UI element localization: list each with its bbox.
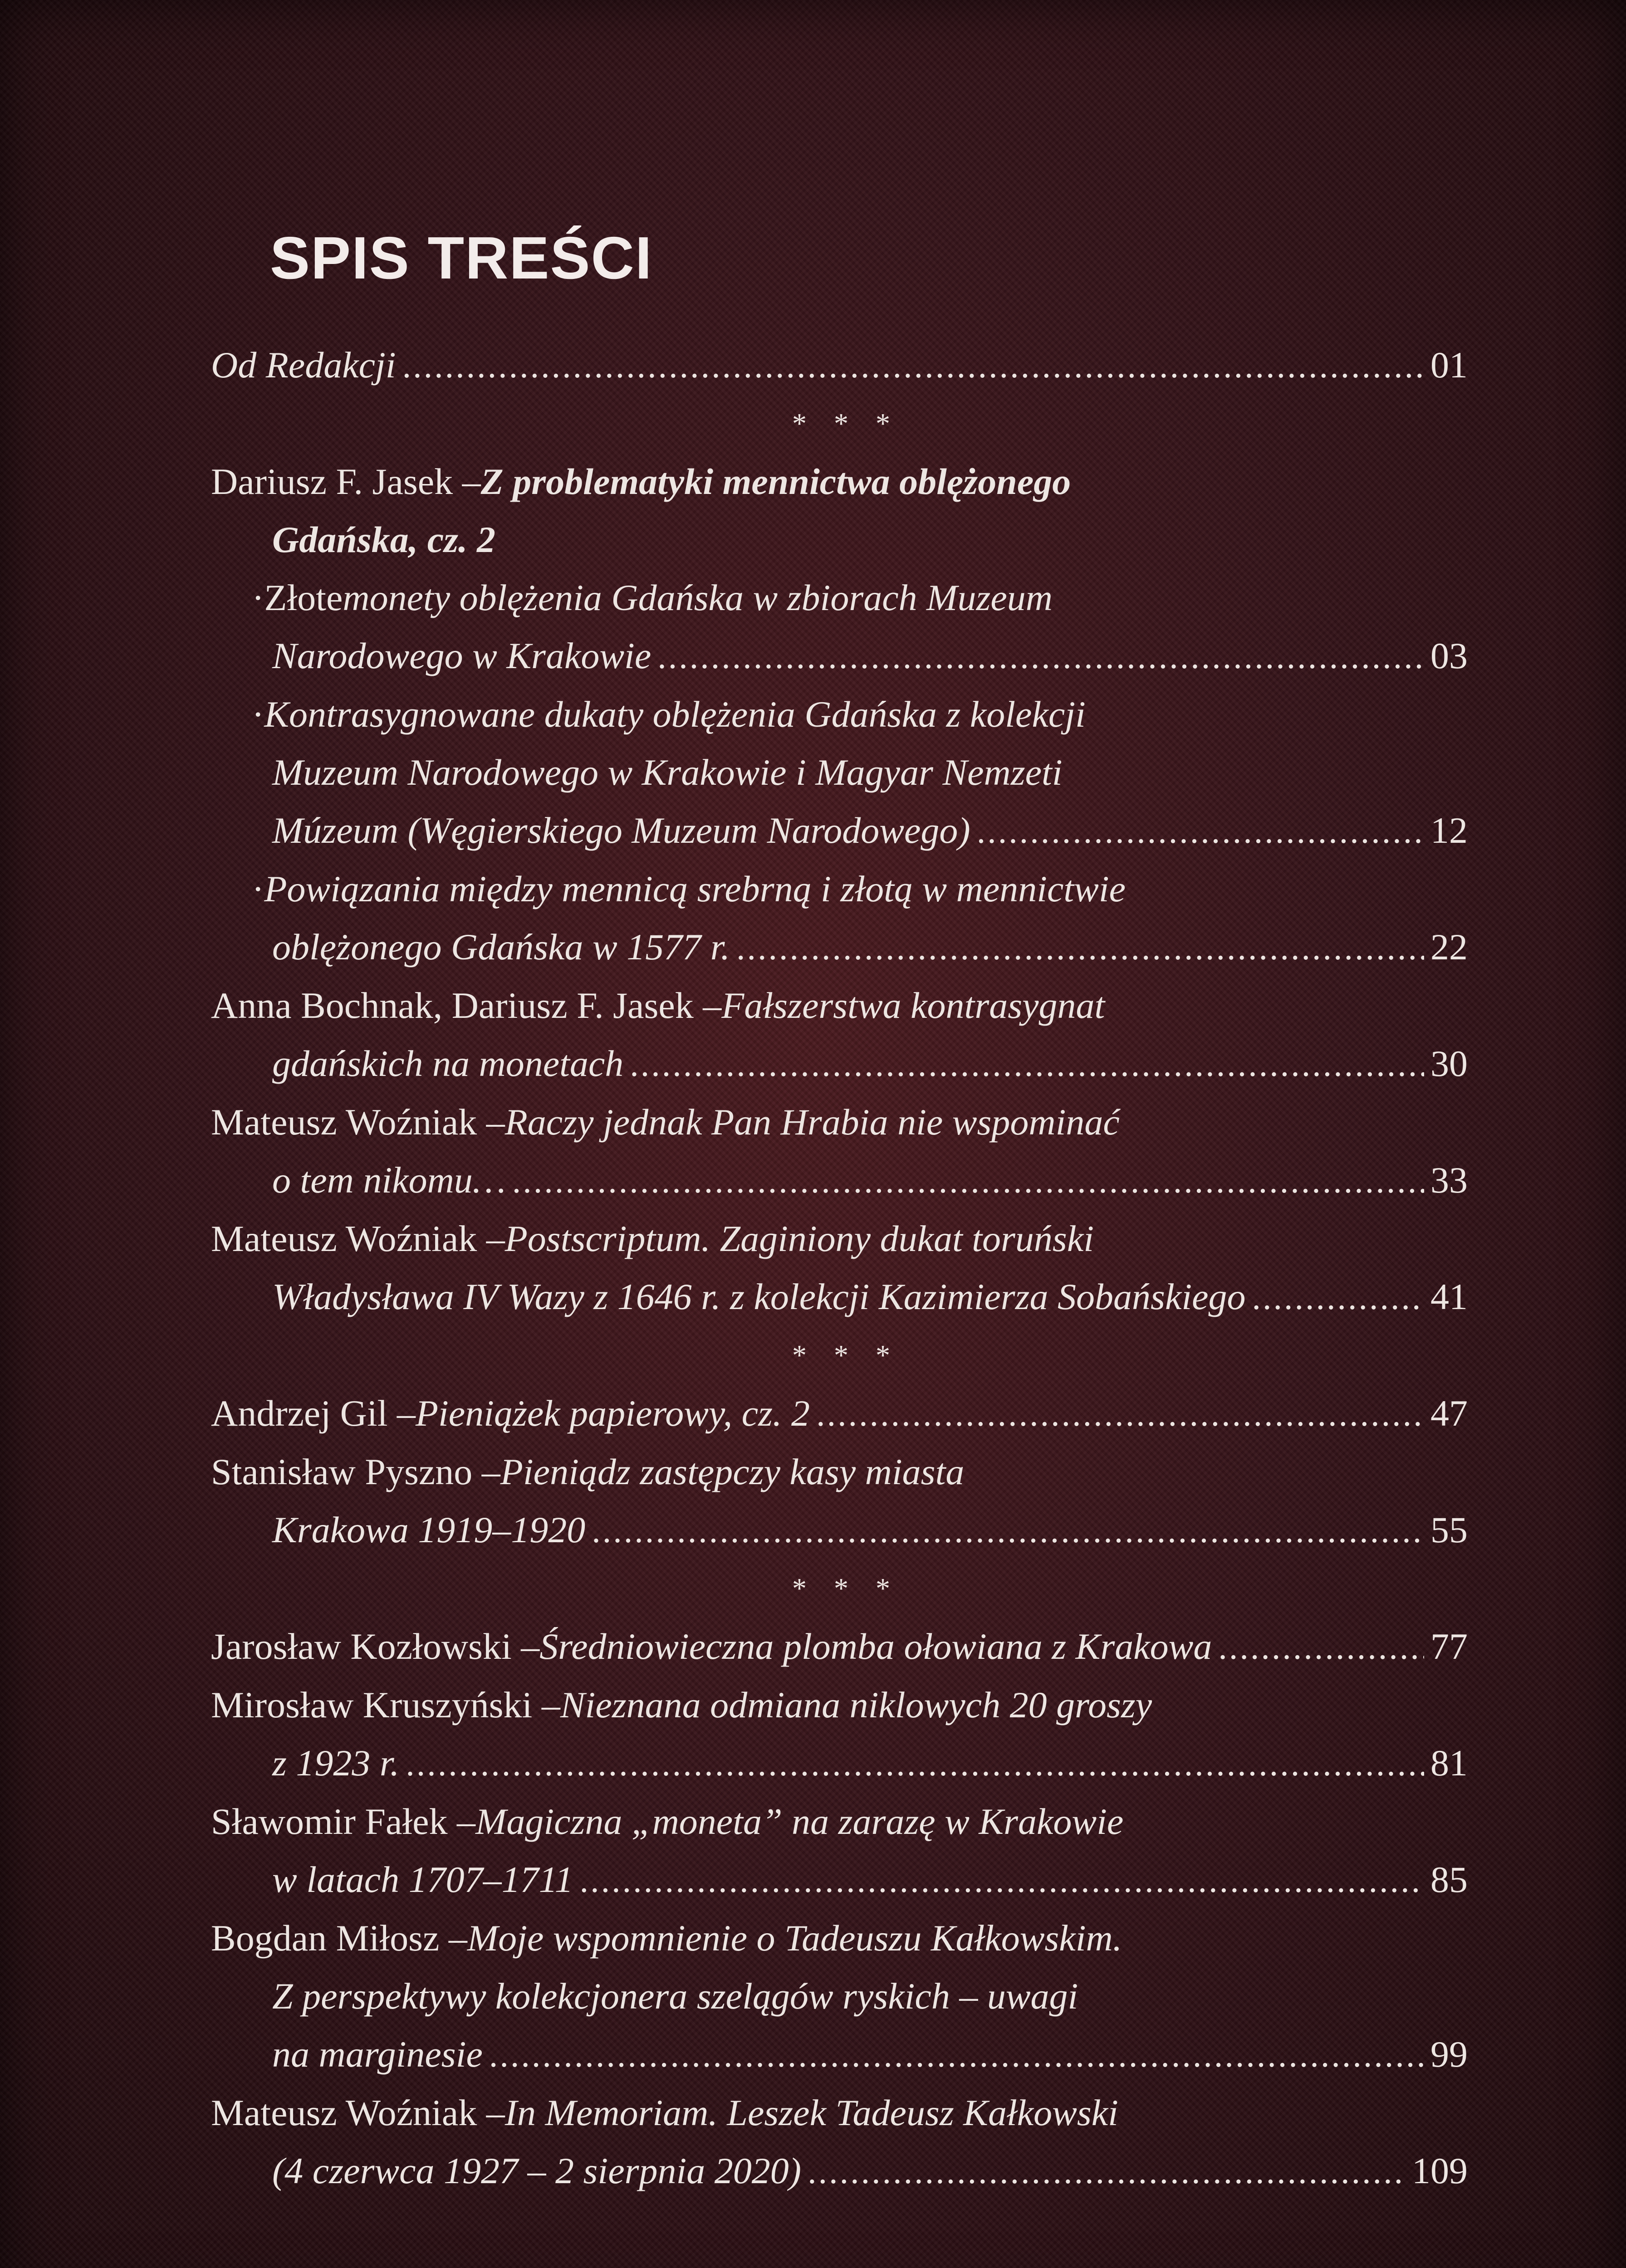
entry-author: Jarosław Kozłowski – xyxy=(211,1618,539,1676)
page-number: 41 xyxy=(1430,1268,1468,1326)
entry-author: Mateusz Woźniak – xyxy=(211,1210,505,1268)
section-separator: * * * xyxy=(225,1559,1468,1618)
entry-title: Postscriptum. Zaginiony dukat toruński xyxy=(505,1210,1094,1268)
subentry-title: Powiązania między mennicą srebrną i złotą w mennictwie xyxy=(264,860,1126,918)
subentry-title: monety oblężenia Gdańska w zbiorach Muzeum xyxy=(343,569,1053,627)
subentry-title-cont: Múzeum (Węgierskiego Muzeum Narodowego) xyxy=(272,802,970,860)
entry-title: Z problematyki mennictwa oblężonego xyxy=(481,453,1071,511)
entry-title: Nieznana odmiana niklowych 20 groszy xyxy=(560,1676,1152,1734)
entry-title-cont: (4 czerwca 1927 – 2 sierpnia 2020) xyxy=(272,2142,801,2200)
section-separator: * * * xyxy=(225,1326,1468,1384)
entry-author: Mateusz Woźniak – xyxy=(211,2084,505,2142)
page-number: 81 xyxy=(1430,1734,1468,1792)
subentry-title-cont: Narodowego w Krakowie xyxy=(272,627,651,685)
bullet: · xyxy=(252,569,264,627)
entry-author: Mirosław Kruszyński – xyxy=(211,1676,560,1734)
page-number: 30 xyxy=(1430,1035,1468,1093)
entry-title-cont: Gdańska, cz. 2 xyxy=(272,511,495,569)
page-number: 03 xyxy=(1430,627,1468,685)
page-number: 109 xyxy=(1412,2142,1468,2200)
bullet: · xyxy=(252,860,264,918)
page-title: SPIS TREŚCI xyxy=(270,229,1468,287)
subentry-title-cont: oblężonego Gdańska w 1577 r. xyxy=(272,918,730,976)
entry-title: Moje wspomnienie o Tadeuszu Kałkowskim. xyxy=(467,1909,1122,1967)
bullet: · xyxy=(252,685,264,743)
entry-author: Dariusz F. Jasek – xyxy=(211,453,481,511)
entry-title: Pieniążek papierowy, cz. 2 xyxy=(416,1384,810,1442)
page-number: 55 xyxy=(1430,1501,1468,1559)
entry-title-cont: w latach 1707–1711 xyxy=(272,1851,573,1909)
subentry-title: Kontrasygnowane dukaty oblężenia Gdańska z kolekcji xyxy=(264,685,1086,743)
entry-author: Andrzej Gil – xyxy=(211,1384,416,1442)
entry-title-cont: Władysława IV Wazy z 1646 r. z kolekcji Kazimierza Sobańskiego xyxy=(272,1268,1246,1326)
entry-author: Mateusz Woźniak – xyxy=(211,1093,505,1151)
subentry-title-cont: Muzeum Narodowego w Krakowie i Magyar Nemzeti xyxy=(272,743,1063,802)
entry-author: Anna Bochnak, Dariusz F. Jasek – xyxy=(211,977,721,1035)
entry-author: Stanisław Pyszno – xyxy=(211,1443,500,1501)
entry-title: Pieniądz zastępczy kasy miasta xyxy=(500,1443,965,1501)
entry-title-cont: Krakowa 1919–1920 xyxy=(272,1501,585,1559)
entry-title: Raczy jednak Pan Hrabia nie wspominać xyxy=(505,1093,1120,1151)
page-number: 77 xyxy=(1430,1618,1468,1676)
entry-title-cont: Z perspektywy kolekcjonera szelągów ryskich – uwagi xyxy=(272,1967,1078,2025)
entry-title: Od Redakcji xyxy=(211,336,396,394)
entry-title: Fałszerstwa kontrasygnat xyxy=(721,977,1105,1035)
entry-title-cont: gdańskich na monetach xyxy=(272,1035,623,1093)
page-number: 33 xyxy=(1430,1151,1468,1209)
section-separator: * * * xyxy=(225,395,1468,453)
page-number: 22 xyxy=(1430,918,1468,976)
entry-title: In Memoriam. Leszek Tadeusz Kałkowski xyxy=(505,2084,1118,2142)
page-number: 47 xyxy=(1430,1384,1468,1442)
page-number: 12 xyxy=(1430,802,1468,860)
subentry-title-normal: Złote xyxy=(264,569,343,627)
entry-author: Bogdan Miłosz – xyxy=(211,1909,467,1967)
page-number: 01 xyxy=(1430,336,1468,394)
entry-title: Magiczna „moneta” na zarazę w Krakowie xyxy=(475,1793,1123,1851)
entry-title: Średniowieczna plomba ołowiana z Krakowa xyxy=(539,1618,1212,1676)
entry-author: Sławomir Fałek – xyxy=(211,1793,475,1851)
entry-title-cont: o tem nikomu… xyxy=(272,1151,506,1209)
entry-title-cont: na marginesie xyxy=(272,2025,483,2083)
page-number: 85 xyxy=(1430,1851,1468,1909)
entry-title-cont: z 1923 r. xyxy=(272,1734,399,1792)
page-number: 99 xyxy=(1430,2025,1468,2083)
